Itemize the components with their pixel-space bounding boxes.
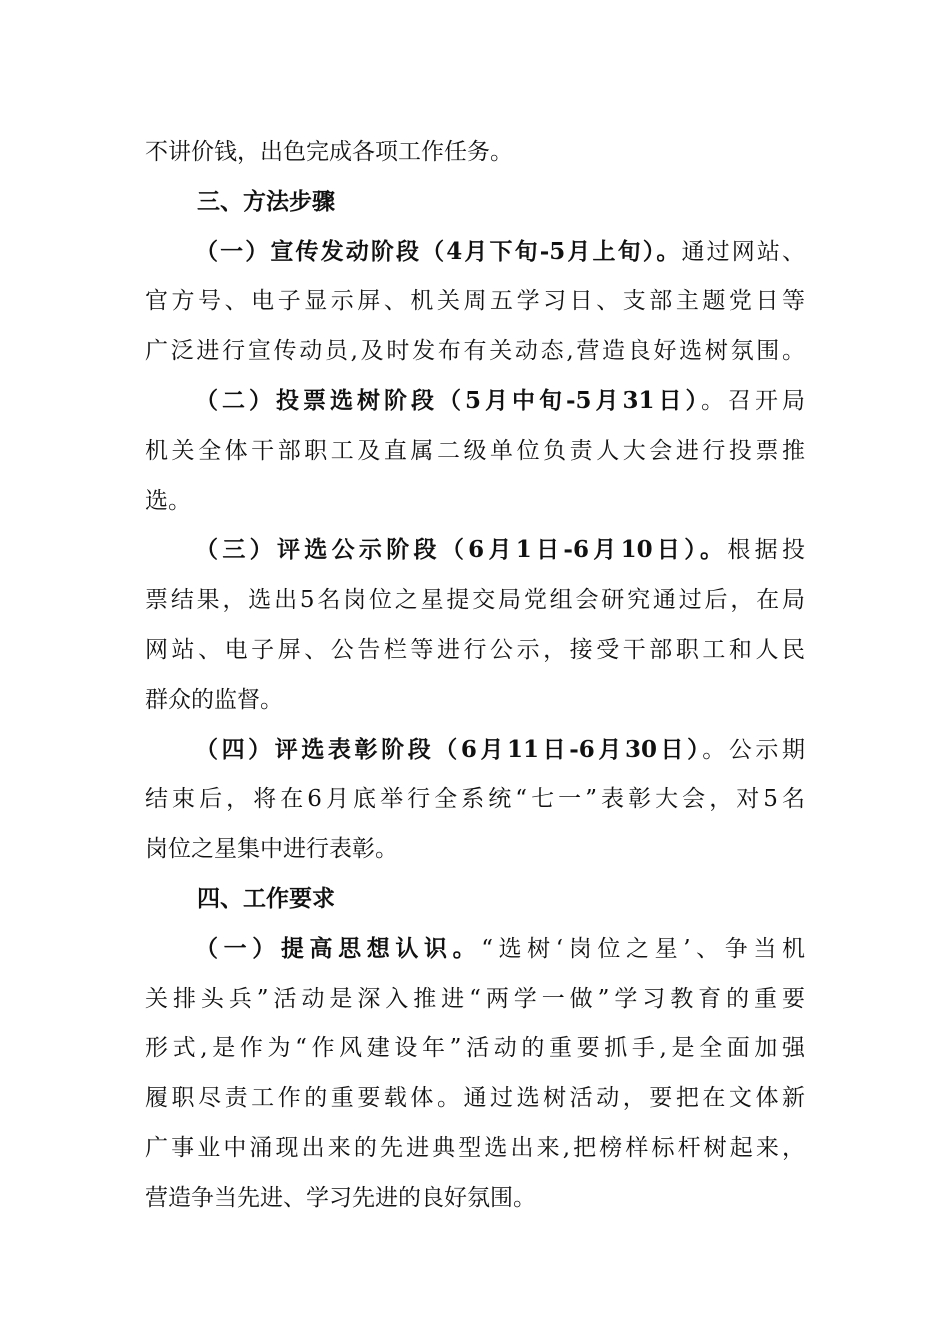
document-page: [145, 135, 805, 1231]
paragraph-line: [145, 733, 805, 783]
body-text: 通过网站、: [681, 238, 806, 265]
paragraph-line: 广事业中涌现出来的先进典型选出来,把榜样标杆树起来，: [145, 1134, 805, 1161]
heading-text: 四、工作要求: [197, 884, 335, 912]
paragraph-line: 岗位之星集中进行表彰。: [145, 836, 398, 863]
paragraph-line: 票结果，选出5名岗位之星提交局党组会研究通过后，在局: [145, 587, 805, 614]
lead-text: （三）评选公示阶段（6月1日-6月10日）。: [195, 536, 728, 564]
lead-text: （四）评选表彰阶段（6月11日-6月30日）: [195, 735, 703, 763]
paragraph-line: 选。: [145, 487, 191, 514]
paragraph-line: 关排头兵”活动是深入推进“两学一做”学习教育的重要: [145, 985, 805, 1012]
paragraph-line: [145, 932, 805, 982]
paragraph-line: 网站、电子屏、公告栏等进行公示，接受干部职工和人民: [145, 636, 805, 663]
paragraph-line: 结束后，将在6月底举行全系统“七一”表彰大会，对5名: [145, 786, 805, 813]
paragraph-line: 官方号、电子显示屏、机关周五学习日、支部主题党日等: [145, 288, 805, 315]
section-heading-requirements: [145, 882, 805, 932]
heading-text: 三、方法步骤: [197, 187, 335, 215]
body-text: 。公示期: [702, 736, 805, 763]
paragraph-line: 群众的监督。: [145, 686, 283, 713]
paragraph-line: 履职尽责工作的重要载体。通过选树活动，要把在文体新: [145, 1085, 805, 1112]
body-text: 。召开局: [701, 387, 806, 414]
paragraph-line: [145, 235, 805, 285]
paragraph-line: 不讲价钱，出色完成各项工作任务。: [145, 139, 513, 165]
paragraph-line: [145, 533, 805, 583]
body-text: 根据投: [727, 537, 805, 564]
lead-text: （一）宣传发动阶段（4月下旬-5月上旬）。: [195, 237, 682, 265]
paragraph-line: 机关全体干部职工及直属二级单位负责人大会进行投票推: [145, 437, 805, 464]
paragraph-line: 广泛进行宣传动员,及时发布有关动态,营造良好选树氛围。: [145, 338, 805, 365]
lead-text: （一）提高思想认识。: [195, 934, 482, 962]
body-text: “选树‘岗位之星’、争当机: [481, 935, 805, 962]
section-heading-methods: [145, 185, 805, 235]
paragraph-line: [145, 384, 805, 434]
lead-text: （二）投票选树阶段（5月中旬-5月31日）: [195, 386, 702, 414]
paragraph-line: 营造争当先进、学习先进的良好氛围。: [145, 1184, 536, 1211]
paragraph-line: 形式,是作为“作风建设年”活动的重要抓手,是全面加强: [145, 1035, 805, 1062]
